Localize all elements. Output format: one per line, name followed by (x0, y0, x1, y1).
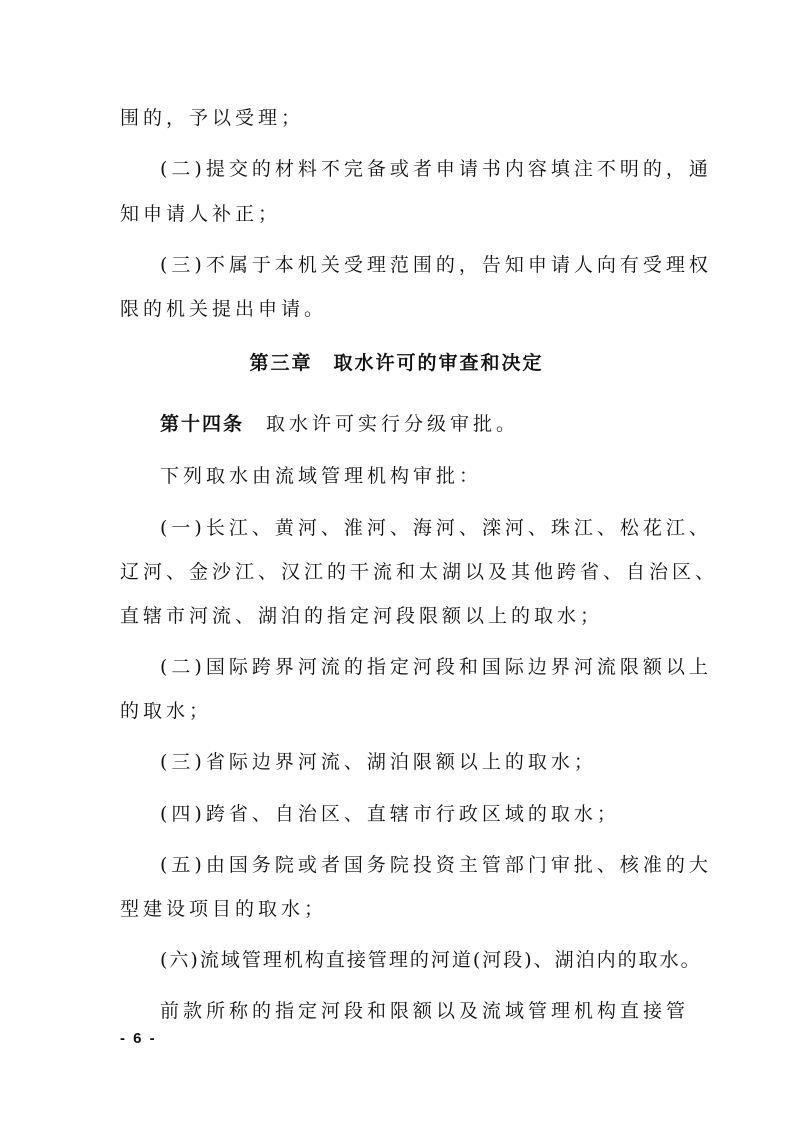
paragraph-line: 直辖市河流、湖泊的指定河段限额以上的取水； (120, 605, 604, 627)
list-item-line: (五)由国务院或者国务院投资主管部门审批、核准的大 (160, 854, 712, 876)
list-item-line: (六)流域管理机构直接管理的河道(河段)、湖泊内的取水。 (160, 949, 702, 971)
article-text: 取水许可实行分级审批。 (266, 413, 520, 435)
paragraph-line: (三)不属于本机关受理范围的，告知申请人向有受理权 (160, 254, 712, 276)
paragraph-line: 辽河、金沙江、汉江的干流和太湖以及其他跨省、自治区、 (120, 561, 719, 583)
list-item-line: (二)国际跨界河流的指定河段和国际边界河流限额以上 (160, 656, 712, 678)
paragraph-line: 知申请人补正； (120, 203, 282, 225)
paragraph-line: (二)提交的材料不完备或者申请书内容填注不明的，通 (160, 158, 712, 180)
paragraph-line: 限的机关提出申请。 (120, 298, 328, 320)
paragraph-line: 下列取水由流域管理机构审批： (160, 465, 483, 487)
paragraph-line: 围的，予以受理； (120, 107, 305, 129)
article-label: 第十四条 (160, 413, 245, 435)
paragraph-line: 前款所称的指定河段和限额以及流域管理机构直接管 (160, 1000, 690, 1022)
list-item-line: (四)跨省、自治区、直辖市行政区域的取水； (160, 803, 620, 825)
paragraph-line: 的取水； (120, 700, 213, 722)
article-paragraph (160, 411, 680, 437)
chapter-heading: 第三章 取水许可的审查和决定 (249, 352, 544, 374)
page-number: - 6 - (120, 1030, 157, 1047)
paragraph-line: 型建设项目的取水； (120, 898, 328, 920)
list-item-line: (一)长江、黄河、淮河、海河、滦河、珠江、松花江、 (160, 517, 712, 539)
list-item-line: (三)省际边界河流、湖泊限额以上的取水； (160, 751, 597, 773)
